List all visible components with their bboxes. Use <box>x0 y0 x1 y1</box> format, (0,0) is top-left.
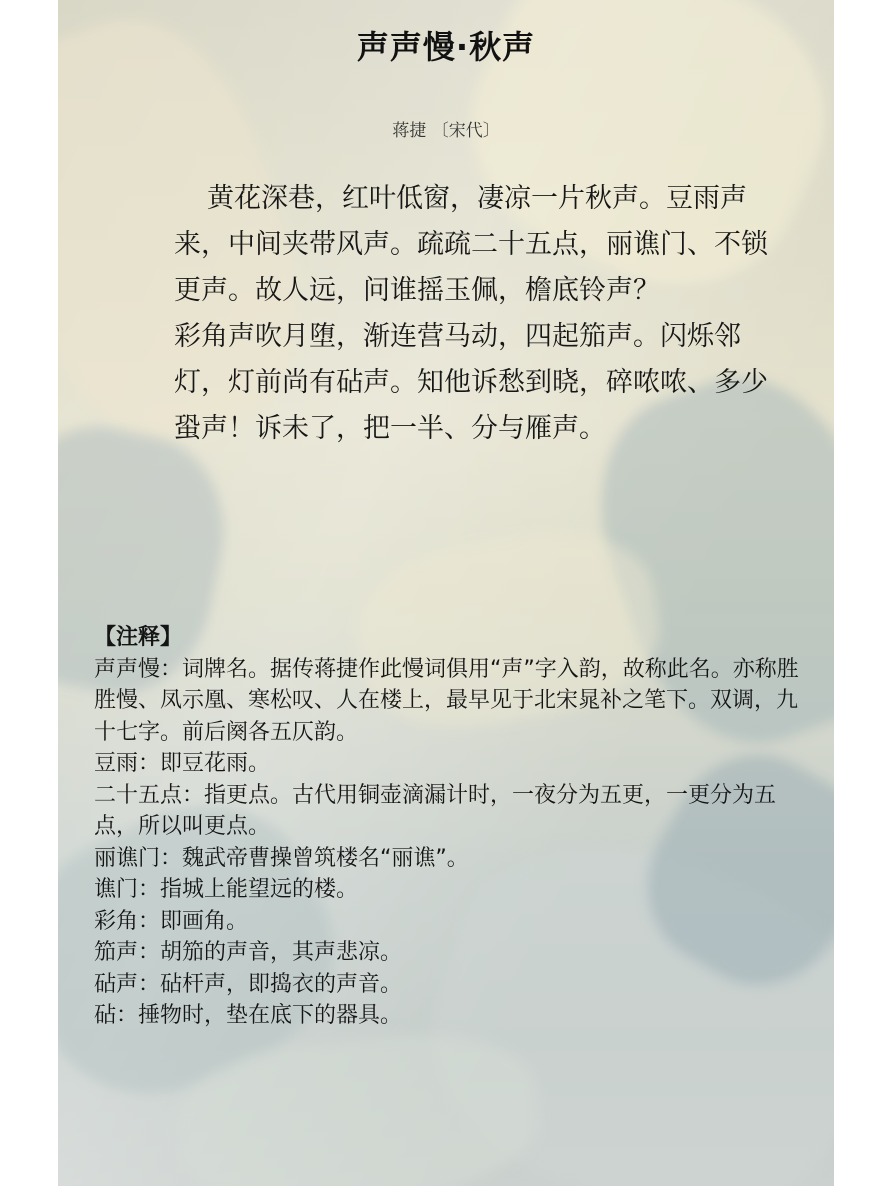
note-item: 豆雨：即豆花雨。 <box>94 751 271 776</box>
note-item: 彩角：即画角。 <box>94 908 249 934</box>
note-item: 谯门：指城上能望远的楼。 <box>94 877 359 902</box>
painted-paper-background <box>58 0 834 1186</box>
author-dynasty-line: 蒋捷 〔宋代〕 <box>392 121 500 141</box>
poem-stanza-2: 彩角声吹月堕，渐连营马动，四起笳声。闪烁邻灯，灯前尚有砧声。知他诉愁到晓，碎哝哝、多少蛩声！诉未了，把一半、分与雁声。 <box>174 321 768 444</box>
notes-header: 【注释】 <box>94 625 183 650</box>
note-item: 二十五点：指更点。古代用铜壶滴漏计时，一夜分为五更，一更分为五点，所以叫更点。 <box>94 782 777 839</box>
poem-stanza-1: 黄花深巷，红叶低窗，凄凉一片秋声。豆雨声来，中间夹带风声。疏疏二十五点，丽谯门、不锁更声。故人远，问谁摇玉佩，檐底铃声？ <box>174 183 768 306</box>
note-item: 笳声：胡笳的声音，其声悲凉。 <box>94 940 403 965</box>
poem-body <box>174 176 774 452</box>
notes-section <box>94 622 804 1032</box>
note-item: 丽谯门：魏武帝曹操曾筑楼名“丽谯”。 <box>94 845 469 871</box>
poem-title: 声声慢·秋声 <box>356 28 536 66</box>
note-item: 砧声：砧杆声，即捣衣的声音。 <box>94 971 403 997</box>
note-item: 砧：捶物时，垫在底下的器具。 <box>94 1003 403 1028</box>
note-item: 声声慢：词牌名。据传蒋捷作此慢词俱用“声”字入韵，故称此名。亦称胜胜慢、凤示凰、寒松叹、人在楼上，最早见于北宋晁补之笔下。双调，九十七字。前后阕各五仄韵。 <box>94 656 799 745</box>
